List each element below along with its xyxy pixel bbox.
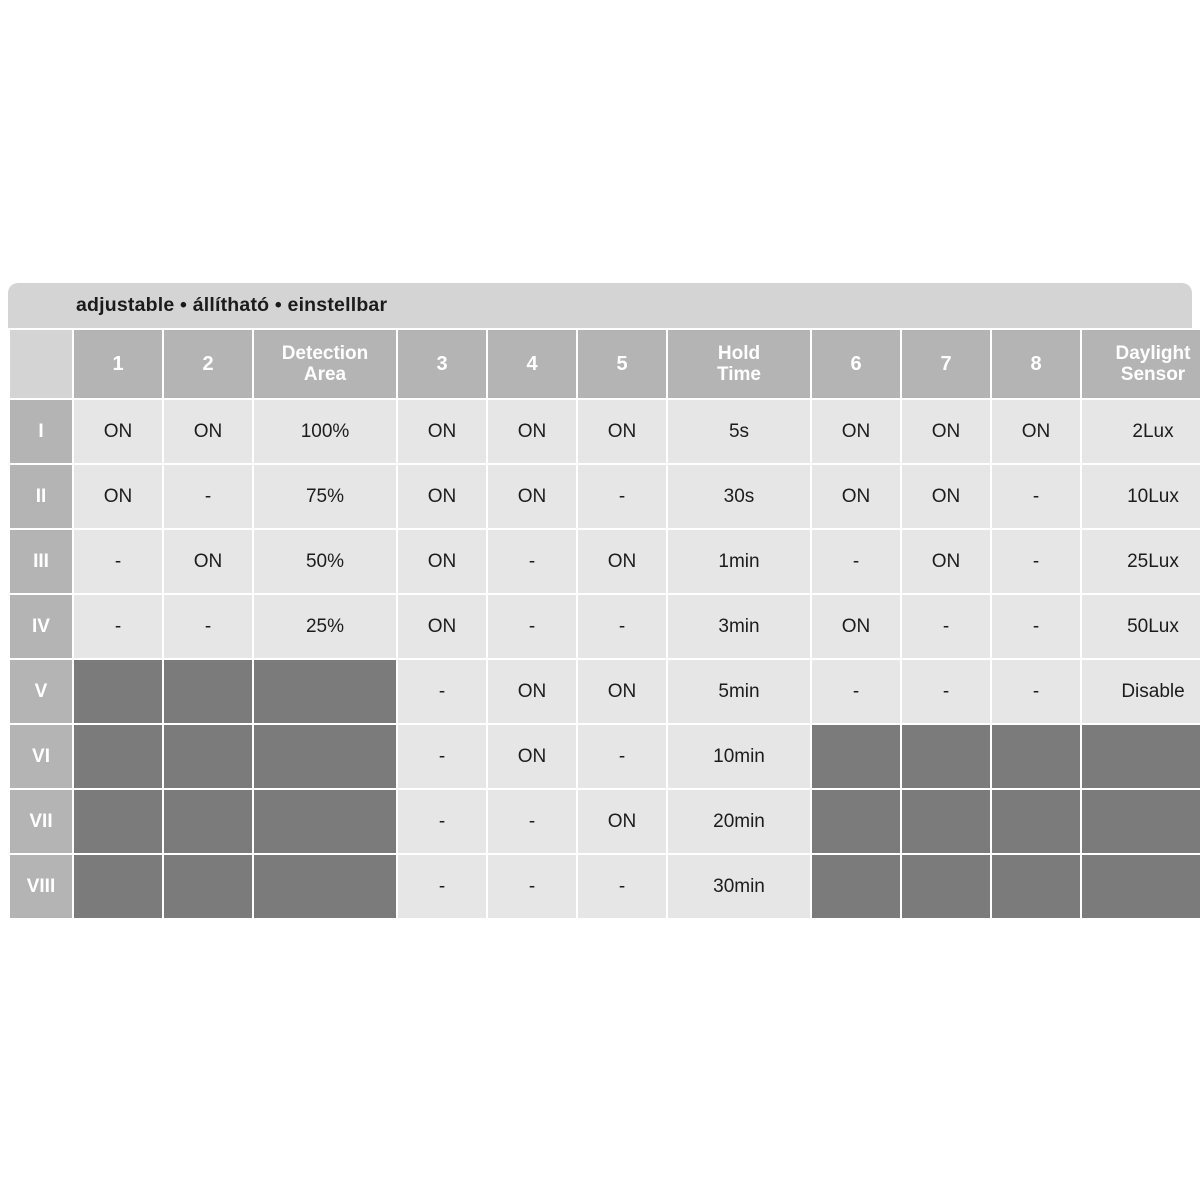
dip-switch-settings-panel [8, 283, 1192, 920]
dip-switch-matrix-table [8, 328, 1200, 920]
table-row [10, 595, 1200, 658]
cell-iii-dip2: ON [164, 530, 252, 593]
row-header-iv: IV [10, 595, 72, 658]
cell-ii-dip4: ON [488, 465, 576, 528]
table-row [10, 530, 1200, 593]
row-header-i: I [10, 400, 72, 463]
cell-viii-hold_time: 30min [668, 855, 810, 918]
cell-i-dip3: ON [398, 400, 486, 463]
row-header-ii: II [10, 465, 72, 528]
table-row [10, 725, 1200, 788]
cell-blocked-viii-dip1 [74, 855, 162, 918]
column-header-hold_time [668, 330, 810, 398]
cell-blocked-v-detection_area [254, 660, 396, 723]
cell-i-detection_area: 100% [254, 400, 396, 463]
cell-viii-dip5: - [578, 855, 666, 918]
column-header-detection_area [254, 330, 396, 398]
table-row [10, 855, 1200, 918]
cell-iii-dip8: - [992, 530, 1080, 593]
cell-vi-dip5: - [578, 725, 666, 788]
cell-blocked-v-dip2 [164, 660, 252, 723]
cell-v-dip4: ON [488, 660, 576, 723]
cell-v-dip7: - [902, 660, 990, 723]
cell-iv-dip5: - [578, 595, 666, 658]
cell-vii-hold_time: 20min [668, 790, 810, 853]
cell-blocked-viii-daylight_sensor [1082, 855, 1200, 918]
cell-iv-detection_area: 25% [254, 595, 396, 658]
column-header-dip7: 7 [902, 330, 990, 398]
table-row [10, 465, 1200, 528]
cell-blocked-vii-dip8 [992, 790, 1080, 853]
cell-i-dip4: ON [488, 400, 576, 463]
cell-iv-dip1: - [74, 595, 162, 658]
cell-blocked-vi-dip8 [992, 725, 1080, 788]
table-row [10, 400, 1200, 463]
column-header-dip8: 8 [992, 330, 1080, 398]
cell-i-daylight_sensor: 2Lux [1082, 400, 1200, 463]
cell-ii-detection_area: 75% [254, 465, 396, 528]
cell-blocked-vii-detection_area [254, 790, 396, 853]
panel-title: adjustable • állítható • einstellbar [76, 294, 388, 316]
cell-v-dip3: - [398, 660, 486, 723]
table-body [10, 330, 1200, 918]
column-header-dip1: 1 [74, 330, 162, 398]
cell-blocked-vii-dip1 [74, 790, 162, 853]
cell-iv-dip2: - [164, 595, 252, 658]
cell-iii-dip3: ON [398, 530, 486, 593]
table-corner-cell [10, 330, 72, 398]
row-header-viii: VIII [10, 855, 72, 918]
cell-i-dip6: ON [812, 400, 900, 463]
cell-iv-dip3: ON [398, 595, 486, 658]
cell-blocked-vi-dip6 [812, 725, 900, 788]
cell-vi-hold_time: 10min [668, 725, 810, 788]
cell-v-dip6: - [812, 660, 900, 723]
cell-blocked-vi-dip7 [902, 725, 990, 788]
cell-blocked-vii-dip7 [902, 790, 990, 853]
cell-iv-dip7: - [902, 595, 990, 658]
cell-blocked-vi-daylight_sensor [1082, 725, 1200, 788]
cell-blocked-viii-dip7 [902, 855, 990, 918]
cell-blocked-vii-daylight_sensor [1082, 790, 1200, 853]
cell-blocked-v-dip1 [74, 660, 162, 723]
cell-ii-dip7: ON [902, 465, 990, 528]
cell-blocked-vi-dip1 [74, 725, 162, 788]
cell-v-hold_time: 5min [668, 660, 810, 723]
column-header-dip5: 5 [578, 330, 666, 398]
cell-iii-detection_area: 50% [254, 530, 396, 593]
cell-blocked-vii-dip6 [812, 790, 900, 853]
cell-iv-dip6: ON [812, 595, 900, 658]
column-header-dip2: 2 [164, 330, 252, 398]
cell-viii-dip3: - [398, 855, 486, 918]
cell-blocked-vi-detection_area [254, 725, 396, 788]
cell-ii-daylight_sensor: 10Lux [1082, 465, 1200, 528]
cell-vi-dip4: ON [488, 725, 576, 788]
column-header-dip4: 4 [488, 330, 576, 398]
column-header-line1: Hold [717, 343, 761, 364]
cell-vii-dip3: - [398, 790, 486, 853]
cell-ii-dip3: ON [398, 465, 486, 528]
table-row [10, 660, 1200, 723]
cell-vi-dip3: - [398, 725, 486, 788]
column-header-line2: Sensor [1120, 364, 1186, 385]
cell-v-dip8: - [992, 660, 1080, 723]
cell-iii-dip6: - [812, 530, 900, 593]
cell-iii-dip7: ON [902, 530, 990, 593]
cell-iv-hold_time: 3min [668, 595, 810, 658]
cell-viii-dip4: - [488, 855, 576, 918]
cell-blocked-vi-dip2 [164, 725, 252, 788]
row-header-v: V [10, 660, 72, 723]
cell-iii-dip5: ON [578, 530, 666, 593]
column-header-line2: Area [303, 364, 347, 385]
cell-blocked-viii-detection_area [254, 855, 396, 918]
cell-vii-dip4: - [488, 790, 576, 853]
cell-blocked-vii-dip2 [164, 790, 252, 853]
row-header-vi: VI [10, 725, 72, 788]
cell-v-dip5: ON [578, 660, 666, 723]
cell-blocked-viii-dip2 [164, 855, 252, 918]
panel-title-bar [8, 283, 1192, 328]
column-header-dip6: 6 [812, 330, 900, 398]
row-header-vii: VII [10, 790, 72, 853]
cell-blocked-viii-dip8 [992, 855, 1080, 918]
cell-iii-daylight_sensor: 25Lux [1082, 530, 1200, 593]
cell-ii-dip2: - [164, 465, 252, 528]
column-header-daylight_sensor [1082, 330, 1200, 398]
cell-ii-dip1: ON [74, 465, 162, 528]
cell-iii-hold_time: 1min [668, 530, 810, 593]
cell-blocked-viii-dip6 [812, 855, 900, 918]
cell-i-dip7: ON [902, 400, 990, 463]
table-header-row [10, 330, 1200, 398]
column-header-line1: Detection [281, 343, 369, 364]
cell-iii-dip4: - [488, 530, 576, 593]
cell-i-dip1: ON [74, 400, 162, 463]
cell-ii-dip5: - [578, 465, 666, 528]
cell-i-dip5: ON [578, 400, 666, 463]
cell-i-dip2: ON [164, 400, 252, 463]
cell-i-dip8: ON [992, 400, 1080, 463]
cell-iv-dip4: - [488, 595, 576, 658]
cell-iv-daylight_sensor: 50Lux [1082, 595, 1200, 658]
cell-vii-dip5: ON [578, 790, 666, 853]
cell-iii-dip1: - [74, 530, 162, 593]
table-row [10, 790, 1200, 853]
cell-ii-dip6: ON [812, 465, 900, 528]
cell-v-daylight_sensor: Disable [1082, 660, 1200, 723]
column-header-dip3: 3 [398, 330, 486, 398]
cell-ii-hold_time: 30s [668, 465, 810, 528]
cell-i-hold_time: 5s [668, 400, 810, 463]
column-header-line1: Daylight [1115, 343, 1191, 364]
column-header-line2: Time [716, 364, 761, 385]
cell-iv-dip8: - [992, 595, 1080, 658]
cell-ii-dip8: - [992, 465, 1080, 528]
row-header-iii: III [10, 530, 72, 593]
